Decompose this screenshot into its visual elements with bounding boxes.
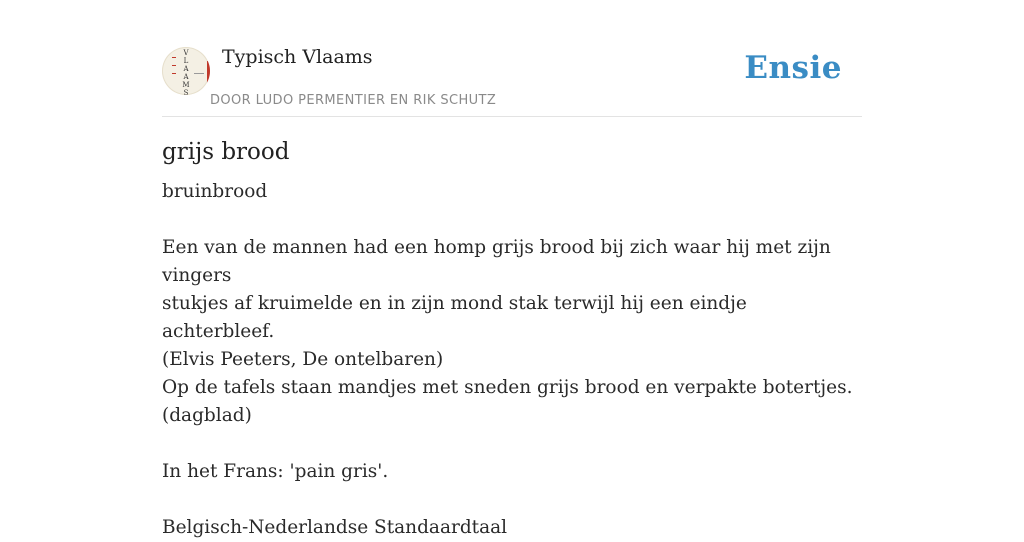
entry-lemma: grijs brood [162,139,290,165]
paragraph-gap [162,206,862,234]
cover-decoration [172,73,176,74]
language-label: Belgisch-Nederlandse Standaardtaal [162,517,508,538]
cover-red-band [207,61,210,83]
example-sentence-line: Op de tafels staan mandjes met sneden grijs brood en verpakte botertjes. [162,377,853,398]
cover-letters: V L A A M S [182,49,190,95]
book-title-link[interactable]: Typisch Vlaams [222,46,373,68]
paragraph-gap [162,486,862,514]
page-content [162,0,862,538]
cover-decoration [194,73,204,74]
paragraph-gap [162,430,862,458]
example-sentence-line: Een van de mannen had een homp grijs brood bij zich waar hij met zijn vingers [162,237,831,286]
entry-synonym: bruinbrood [162,181,268,202]
cover-decoration [172,57,176,58]
example-source: (dagblad) [162,405,252,426]
entry-header [162,0,862,117]
book-cover-avatar[interactable] [162,47,210,95]
example-sentence-line: stukjes af kruimelde en in zijn mond stak terwijl hij een eindje achterbleef. [162,293,747,342]
cover-decoration [172,65,176,66]
ensie-logo-link[interactable]: Ensie [744,50,842,86]
french-note: In het Frans: 'pain gris'. [162,461,389,482]
example-source: (Elvis Peeters, De ontelbaren) [162,349,444,370]
book-authors: DOOR LUDO PERMENTIER EN RIK SCHUTZ [210,93,497,108]
entry-definition [162,178,862,542]
